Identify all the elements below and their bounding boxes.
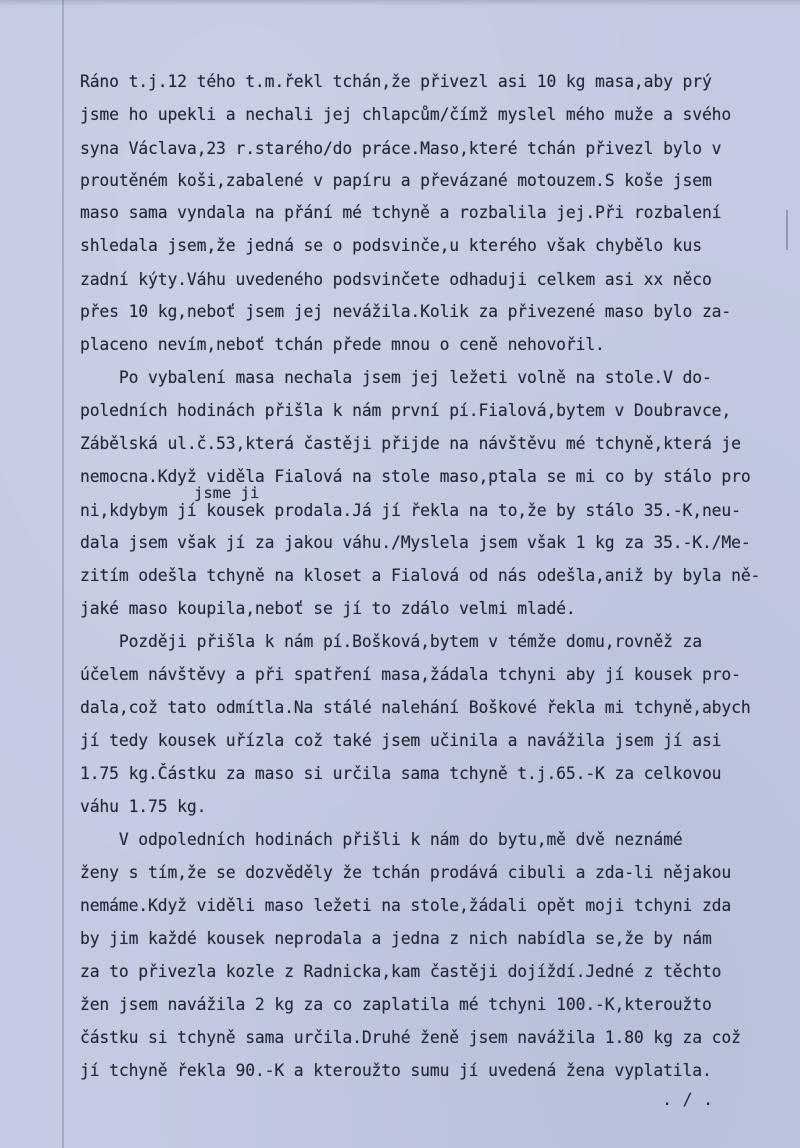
text-line-10: Po vybalení masa nechala jsem jej ležeti volně na stole.V do- bbox=[80, 368, 712, 387]
text-line-27: by jim každé kousek neprodala a jedna z nich nabídla se,že by nám bbox=[80, 929, 712, 948]
text-line-6: shledala jsem,že jedná se o podsvinče,u kterého však chybělo kus bbox=[80, 236, 702, 255]
text-line-14: ni,kdybym jí kousek prodala.Já jí řekla na to,že by stálo 35.-K,neu- bbox=[80, 501, 741, 520]
text-line-29: žen jsem navážila 2 kg za co zaplatila mé tchyni 100.-K,kteroužto bbox=[80, 995, 712, 1014]
text-line-16: zitím odešla tchyně na kloset a Fialová od nás odešla,aniž by byla ně- bbox=[80, 566, 761, 585]
text-line-8: přes 10 kg,neboť jsem jej nevážila.Kolik za přivezené maso bylo za- bbox=[80, 302, 732, 321]
text-line-1: Ráno t.j.12 tého t.m.řekl tchán,že přivezl asi 10 kg masa,aby prý bbox=[80, 72, 712, 91]
text-line-30: částku si tchyně sama určila.Druhé ženě jsem navážila 1.80 kg za což bbox=[80, 1028, 741, 1047]
text-line-22: 1.75 kg.Částku za maso si určila sama tchyně t.j.65.-K za celkovou bbox=[80, 764, 722, 783]
text-line-17: jaké maso koupila,neboť se jí to zdálo velmi mladé. bbox=[80, 599, 576, 618]
text-line-21: jí tedy kousek uřízla což také jsem učinila a navážila jsem jí asi bbox=[80, 731, 722, 750]
text-line-24: V odpoledních hodinách přišli k nám do bytu,mě dvě neznámé bbox=[80, 830, 683, 849]
interlinear-correction: jsme ji bbox=[194, 484, 260, 502]
text-line-3: syna Václava,23 r.starého/do práce.Maso,které tchán přivezl bylo v bbox=[80, 139, 722, 158]
paper-top-edge bbox=[0, 0, 800, 6]
text-line-9: placeno nevím,neboť tchán přede mnou o ceně nehovořil. bbox=[80, 335, 605, 354]
page-continuation-mark: . / . bbox=[662, 1090, 714, 1110]
text-line-25: ženy s tím,že se dozvěděly že tchán prodává cibuli a zda-li nějakou bbox=[80, 863, 732, 882]
text-line-12: Zábělská ul.č.53,která častěji přijde na návštěvu mé tchyně,která je bbox=[80, 434, 741, 453]
text-line-4: proutěném koši,zabalené v papíru a převázané motouzem.S koše jsem bbox=[80, 171, 712, 190]
text-line-7: zadní kýty.Váhu uvedeného podsvinčete odhaduji celkem asi xx něco bbox=[80, 270, 712, 289]
text-line-15: dala jsem však jí za jakou váhu./Myslela jsem však 1 kg za 35.-K./Me- bbox=[80, 533, 751, 552]
text-line-23: váhu 1.75 kg. bbox=[80, 797, 207, 816]
text-line-28: za to přivezla kozle z Radnicka,kam častěji dojíždí.Jedné z těchto bbox=[80, 962, 722, 981]
text-line-5: maso sama vyndala na přání mé tchyně a rozbalila jej.Při rozbalení bbox=[80, 203, 722, 222]
text-line-13: nemocna.Když viděla Fialová na stole maso,ptala se mi co by stálo pro bbox=[80, 467, 751, 486]
right-edge-mark bbox=[786, 210, 788, 250]
text-line-31: jí tchyně řekla 90.-K a kteroužto sumu jí uvedená žena vyplatila. bbox=[80, 1061, 712, 1080]
left-margin-fold bbox=[62, 0, 64, 1148]
text-line-11: poledních hodinách přišla k nám první pí.Fialová,bytem v Doubravce, bbox=[80, 401, 732, 420]
text-line-26: nemáme.Když viděli maso ležeti na stole,žádali opět moji tchyni zda bbox=[80, 896, 732, 915]
text-line-20: dala,což tato odmítla.Na stálé nalehání Boškové řekla mi tchyně,abych bbox=[80, 698, 751, 717]
text-line-18: Později přišla k nám pí.Bošková,bytem v témže domu,rovněž za bbox=[80, 632, 702, 651]
text-line-19: účelem návštěvy a při spatření masa,žádala tchyni aby jí kousek pro- bbox=[80, 665, 741, 684]
text-line-2: jsme ho upekli a nechali jej chlapcům/čímž myslel mého muže a svého bbox=[80, 105, 732, 124]
